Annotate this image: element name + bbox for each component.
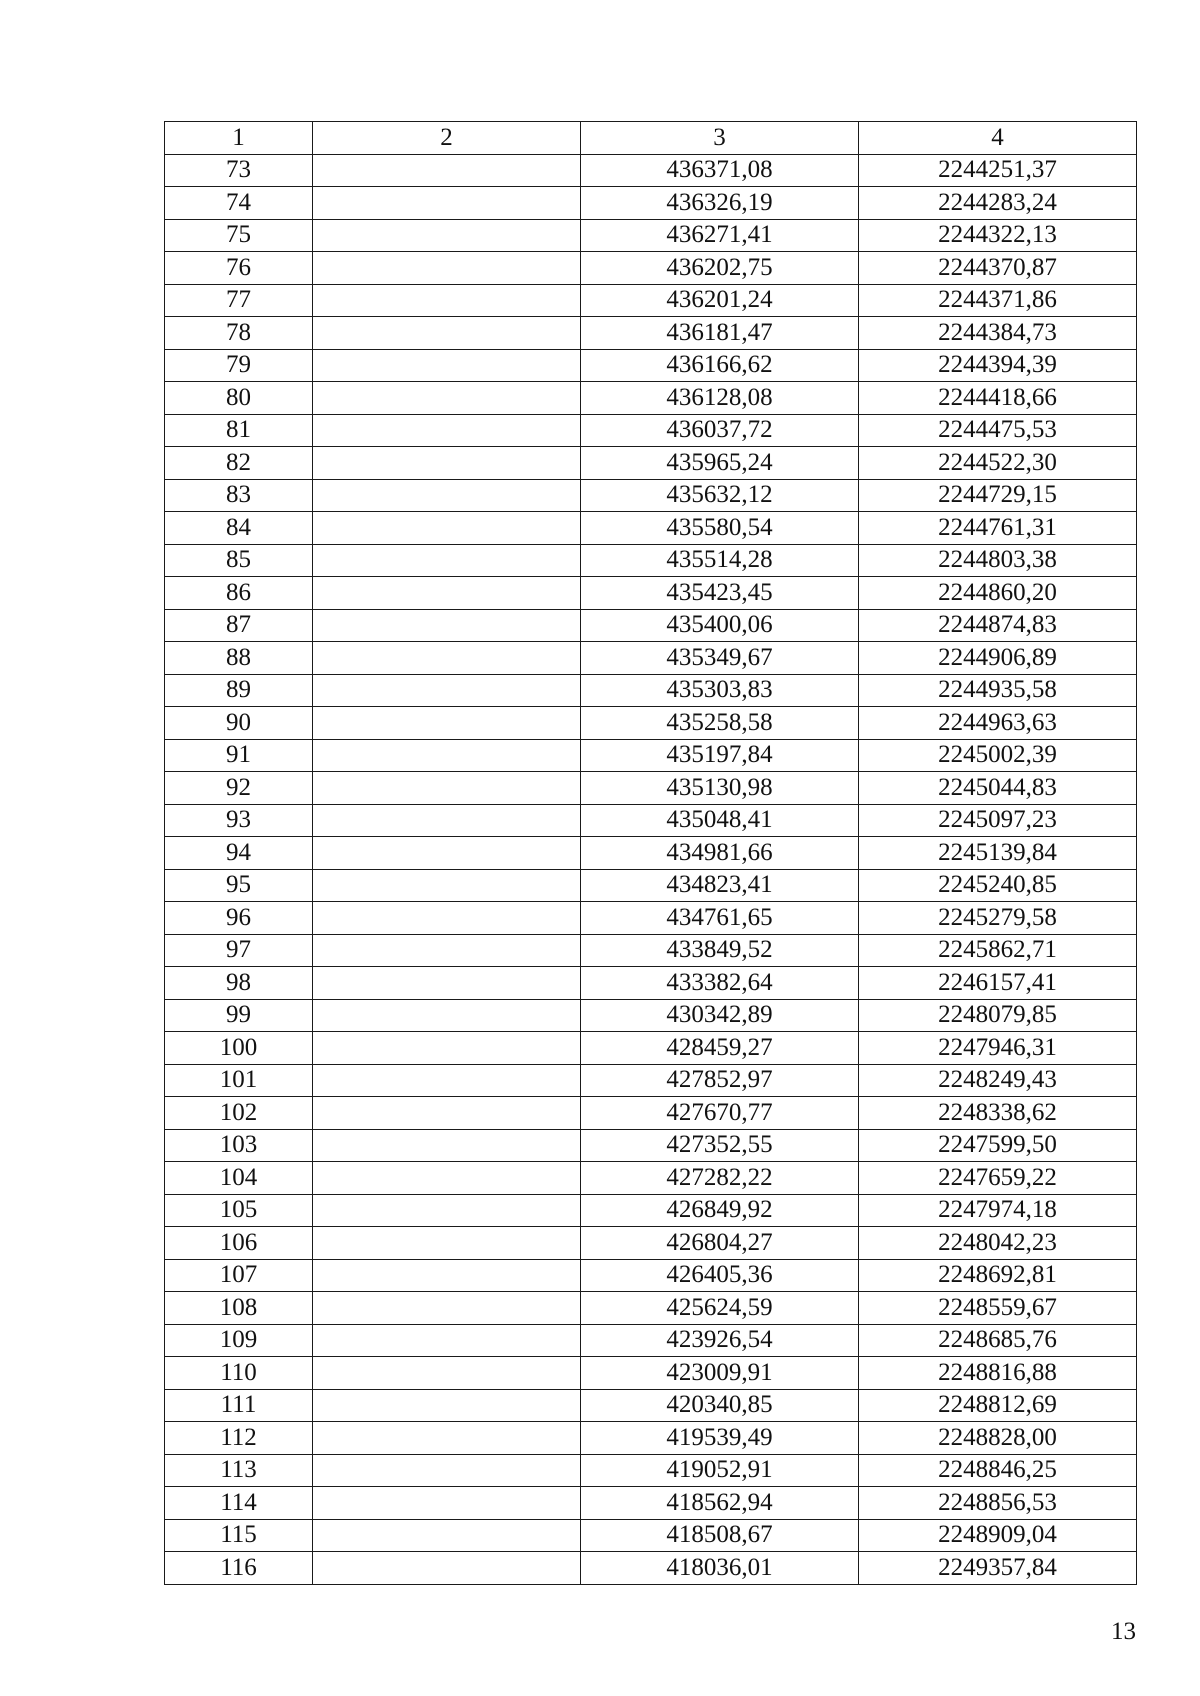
y-coordinate-cell: 2244371,86 bbox=[859, 284, 1137, 317]
y-coordinate-cell: 2248249,43 bbox=[859, 1064, 1137, 1097]
point-number-cell: 82 bbox=[165, 447, 313, 480]
table-row bbox=[165, 1422, 1137, 1455]
x-coordinate-cell: 419052,91 bbox=[581, 1454, 859, 1487]
name-cell bbox=[313, 1227, 581, 1260]
y-coordinate-cell: 2244370,87 bbox=[859, 252, 1137, 285]
point-number-cell: 96 bbox=[165, 902, 313, 935]
x-coordinate-cell: 436371,08 bbox=[581, 154, 859, 187]
y-coordinate-cell: 2244874,83 bbox=[859, 609, 1137, 642]
name-cell bbox=[313, 1129, 581, 1162]
y-coordinate-cell: 2244906,89 bbox=[859, 642, 1137, 675]
name-cell bbox=[313, 1487, 581, 1520]
y-coordinate-cell: 2244418,66 bbox=[859, 382, 1137, 415]
table-row bbox=[165, 577, 1137, 610]
name-cell bbox=[313, 1552, 581, 1585]
y-coordinate-cell: 2244475,53 bbox=[859, 414, 1137, 447]
name-cell bbox=[313, 1324, 581, 1357]
point-number-cell: 90 bbox=[165, 707, 313, 740]
point-number-cell: 76 bbox=[165, 252, 313, 285]
point-number-cell: 88 bbox=[165, 642, 313, 675]
y-coordinate-cell: 2247974,18 bbox=[859, 1194, 1137, 1227]
y-coordinate-cell: 2248685,76 bbox=[859, 1324, 1137, 1357]
x-coordinate-cell: 433382,64 bbox=[581, 967, 859, 1000]
name-cell bbox=[313, 1357, 581, 1390]
table-row bbox=[165, 869, 1137, 902]
name-cell bbox=[313, 382, 581, 415]
point-number-cell: 108 bbox=[165, 1292, 313, 1325]
point-number-cell: 86 bbox=[165, 577, 313, 610]
table-row bbox=[165, 1389, 1137, 1422]
point-number-cell: 99 bbox=[165, 999, 313, 1032]
name-cell bbox=[313, 284, 581, 317]
y-coordinate-cell: 2244251,37 bbox=[859, 154, 1137, 187]
point-number-cell: 102 bbox=[165, 1097, 313, 1130]
name-cell bbox=[313, 1194, 581, 1227]
table-row bbox=[165, 1324, 1137, 1357]
y-coordinate-cell: 2244935,58 bbox=[859, 674, 1137, 707]
table-row bbox=[165, 187, 1137, 220]
x-coordinate-cell: 423009,91 bbox=[581, 1357, 859, 1390]
name-cell bbox=[313, 967, 581, 1000]
table-row bbox=[165, 707, 1137, 740]
y-coordinate-cell: 2245240,85 bbox=[859, 869, 1137, 902]
x-coordinate-cell: 434981,66 bbox=[581, 837, 859, 870]
y-coordinate-cell: 2245002,39 bbox=[859, 739, 1137, 772]
y-coordinate-cell: 2245044,83 bbox=[859, 772, 1137, 805]
x-coordinate-cell: 436201,24 bbox=[581, 284, 859, 317]
point-number-cell: 104 bbox=[165, 1162, 313, 1195]
point-number-cell: 84 bbox=[165, 512, 313, 545]
table-row bbox=[165, 544, 1137, 577]
y-coordinate-cell: 2247659,22 bbox=[859, 1162, 1137, 1195]
table-row bbox=[165, 967, 1137, 1000]
page-number: 13 bbox=[1111, 1618, 1136, 1645]
name-cell bbox=[313, 1519, 581, 1552]
y-coordinate-cell: 2244322,13 bbox=[859, 219, 1137, 252]
y-coordinate-cell: 2249357,84 bbox=[859, 1552, 1137, 1585]
name-cell bbox=[313, 577, 581, 610]
name-cell bbox=[313, 642, 581, 675]
table-row bbox=[165, 512, 1137, 545]
table-row bbox=[165, 1194, 1137, 1227]
x-coordinate-cell: 435514,28 bbox=[581, 544, 859, 577]
table-row bbox=[165, 1162, 1137, 1195]
y-coordinate-cell: 2244860,20 bbox=[859, 577, 1137, 610]
table-row bbox=[165, 414, 1137, 447]
point-number-cell: 103 bbox=[165, 1129, 313, 1162]
point-number-cell: 115 bbox=[165, 1519, 313, 1552]
table-row bbox=[165, 349, 1137, 382]
y-coordinate-cell: 2245279,58 bbox=[859, 902, 1137, 935]
x-coordinate-cell: 423926,54 bbox=[581, 1324, 859, 1357]
y-coordinate-cell: 2245862,71 bbox=[859, 934, 1137, 967]
y-coordinate-cell: 2244384,73 bbox=[859, 317, 1137, 350]
x-coordinate-cell: 435965,24 bbox=[581, 447, 859, 480]
y-coordinate-cell: 2245139,84 bbox=[859, 837, 1137, 870]
table-row bbox=[165, 1357, 1137, 1390]
x-coordinate-cell: 419539,49 bbox=[581, 1422, 859, 1455]
name-cell bbox=[313, 837, 581, 870]
x-coordinate-cell: 435048,41 bbox=[581, 804, 859, 837]
x-coordinate-cell: 436128,08 bbox=[581, 382, 859, 415]
y-coordinate-cell: 2245097,23 bbox=[859, 804, 1137, 837]
x-coordinate-cell: 435580,54 bbox=[581, 512, 859, 545]
name-cell bbox=[313, 934, 581, 967]
name-cell bbox=[313, 317, 581, 350]
table-row bbox=[165, 1227, 1137, 1260]
y-coordinate-cell: 2244522,30 bbox=[859, 447, 1137, 480]
table-row bbox=[165, 772, 1137, 805]
point-number-cell: 107 bbox=[165, 1259, 313, 1292]
x-coordinate-cell: 435258,58 bbox=[581, 707, 859, 740]
point-number-cell: 101 bbox=[165, 1064, 313, 1097]
point-number-cell: 91 bbox=[165, 739, 313, 772]
point-number-cell: 113 bbox=[165, 1454, 313, 1487]
point-number-cell: 83 bbox=[165, 479, 313, 512]
y-coordinate-cell: 2248812,69 bbox=[859, 1389, 1137, 1422]
x-coordinate-cell: 433849,52 bbox=[581, 934, 859, 967]
table-row bbox=[165, 1292, 1137, 1325]
x-coordinate-cell: 436326,19 bbox=[581, 187, 859, 220]
y-coordinate-cell: 2244803,38 bbox=[859, 544, 1137, 577]
name-cell bbox=[313, 1064, 581, 1097]
table-row bbox=[165, 804, 1137, 837]
point-number-cell: 97 bbox=[165, 934, 313, 967]
y-coordinate-cell: 2247946,31 bbox=[859, 1032, 1137, 1065]
point-number-cell: 100 bbox=[165, 1032, 313, 1065]
x-coordinate-cell: 435349,67 bbox=[581, 642, 859, 675]
table-header bbox=[165, 122, 1137, 155]
point-number-cell: 94 bbox=[165, 837, 313, 870]
name-cell bbox=[313, 739, 581, 772]
name-cell bbox=[313, 447, 581, 480]
x-coordinate-cell: 425624,59 bbox=[581, 1292, 859, 1325]
name-cell bbox=[313, 1292, 581, 1325]
point-number-cell: 105 bbox=[165, 1194, 313, 1227]
point-number-cell: 114 bbox=[165, 1487, 313, 1520]
y-coordinate-cell: 2248856,53 bbox=[859, 1487, 1137, 1520]
point-number-cell: 109 bbox=[165, 1324, 313, 1357]
y-coordinate-cell: 2246157,41 bbox=[859, 967, 1137, 1000]
x-coordinate-cell: 435632,12 bbox=[581, 479, 859, 512]
name-cell bbox=[313, 1389, 581, 1422]
name-cell bbox=[313, 512, 581, 545]
name-cell bbox=[313, 349, 581, 382]
point-number-cell: 77 bbox=[165, 284, 313, 317]
y-coordinate-cell: 2248846,25 bbox=[859, 1454, 1137, 1487]
table-row bbox=[165, 674, 1137, 707]
point-number-cell: 89 bbox=[165, 674, 313, 707]
table-row bbox=[165, 642, 1137, 675]
name-cell bbox=[313, 999, 581, 1032]
header-col-2: 2 bbox=[313, 122, 581, 155]
point-number-cell: 95 bbox=[165, 869, 313, 902]
x-coordinate-cell: 436166,62 bbox=[581, 349, 859, 382]
point-number-cell: 98 bbox=[165, 967, 313, 1000]
table-row bbox=[165, 219, 1137, 252]
point-number-cell: 80 bbox=[165, 382, 313, 415]
x-coordinate-cell: 435400,06 bbox=[581, 609, 859, 642]
x-coordinate-cell: 436202,75 bbox=[581, 252, 859, 285]
name-cell bbox=[313, 219, 581, 252]
x-coordinate-cell: 435303,83 bbox=[581, 674, 859, 707]
x-coordinate-cell: 418562,94 bbox=[581, 1487, 859, 1520]
x-coordinate-cell: 428459,27 bbox=[581, 1032, 859, 1065]
table-row bbox=[165, 382, 1137, 415]
x-coordinate-cell: 434761,65 bbox=[581, 902, 859, 935]
table-row bbox=[165, 1259, 1137, 1292]
header-col-3: 3 bbox=[581, 122, 859, 155]
point-number-cell: 81 bbox=[165, 414, 313, 447]
y-coordinate-cell: 2248559,67 bbox=[859, 1292, 1137, 1325]
name-cell bbox=[313, 707, 581, 740]
point-number-cell: 87 bbox=[165, 609, 313, 642]
name-cell bbox=[313, 772, 581, 805]
name-cell bbox=[313, 1032, 581, 1065]
name-cell bbox=[313, 544, 581, 577]
name-cell bbox=[313, 1454, 581, 1487]
name-cell bbox=[313, 804, 581, 837]
name-cell bbox=[313, 609, 581, 642]
point-number-cell: 110 bbox=[165, 1357, 313, 1390]
y-coordinate-cell: 2244761,31 bbox=[859, 512, 1137, 545]
x-coordinate-cell: 427352,55 bbox=[581, 1129, 859, 1162]
y-coordinate-cell: 2248909,04 bbox=[859, 1519, 1137, 1552]
table-row bbox=[165, 479, 1137, 512]
table-row bbox=[165, 934, 1137, 967]
table-body bbox=[165, 154, 1137, 1584]
point-number-cell: 79 bbox=[165, 349, 313, 382]
y-coordinate-cell: 2247599,50 bbox=[859, 1129, 1137, 1162]
point-number-cell: 73 bbox=[165, 154, 313, 187]
table-row bbox=[165, 999, 1137, 1032]
y-coordinate-cell: 2248079,85 bbox=[859, 999, 1137, 1032]
point-number-cell: 93 bbox=[165, 804, 313, 837]
x-coordinate-cell: 427852,97 bbox=[581, 1064, 859, 1097]
name-cell bbox=[313, 414, 581, 447]
header-col-1: 1 bbox=[165, 122, 313, 155]
table-row bbox=[165, 1097, 1137, 1130]
x-coordinate-cell: 420340,85 bbox=[581, 1389, 859, 1422]
table-row bbox=[165, 1552, 1137, 1585]
x-coordinate-cell: 427670,77 bbox=[581, 1097, 859, 1130]
x-coordinate-cell: 435197,84 bbox=[581, 739, 859, 772]
table-row bbox=[165, 284, 1137, 317]
point-number-cell: 85 bbox=[165, 544, 313, 577]
table-row bbox=[165, 1519, 1137, 1552]
x-coordinate-cell: 418036,01 bbox=[581, 1552, 859, 1585]
point-number-cell: 92 bbox=[165, 772, 313, 805]
y-coordinate-cell: 2244283,24 bbox=[859, 187, 1137, 220]
x-coordinate-cell: 426849,92 bbox=[581, 1194, 859, 1227]
x-coordinate-cell: 430342,89 bbox=[581, 999, 859, 1032]
name-cell bbox=[313, 869, 581, 902]
y-coordinate-cell: 2244963,63 bbox=[859, 707, 1137, 740]
table-row bbox=[165, 609, 1137, 642]
table-row bbox=[165, 902, 1137, 935]
table-row bbox=[165, 1487, 1137, 1520]
name-cell bbox=[313, 1162, 581, 1195]
x-coordinate-cell: 435423,45 bbox=[581, 577, 859, 610]
point-number-cell: 75 bbox=[165, 219, 313, 252]
name-cell bbox=[313, 902, 581, 935]
name-cell bbox=[313, 1259, 581, 1292]
table-row bbox=[165, 837, 1137, 870]
table-row bbox=[165, 1129, 1137, 1162]
table-row bbox=[165, 252, 1137, 285]
name-cell bbox=[313, 674, 581, 707]
coordinates-table bbox=[164, 121, 1137, 1585]
name-cell bbox=[313, 187, 581, 220]
name-cell bbox=[313, 1097, 581, 1130]
x-coordinate-cell: 436181,47 bbox=[581, 317, 859, 350]
table-row bbox=[165, 1032, 1137, 1065]
point-number-cell: 78 bbox=[165, 317, 313, 350]
x-coordinate-cell: 427282,22 bbox=[581, 1162, 859, 1195]
x-coordinate-cell: 436037,72 bbox=[581, 414, 859, 447]
table-row bbox=[165, 1064, 1137, 1097]
point-number-cell: 112 bbox=[165, 1422, 313, 1455]
name-cell bbox=[313, 154, 581, 187]
y-coordinate-cell: 2248042,23 bbox=[859, 1227, 1137, 1260]
x-coordinate-cell: 434823,41 bbox=[581, 869, 859, 902]
x-coordinate-cell: 426405,36 bbox=[581, 1259, 859, 1292]
table-row bbox=[165, 1454, 1137, 1487]
table-row bbox=[165, 317, 1137, 350]
y-coordinate-cell: 2248828,00 bbox=[859, 1422, 1137, 1455]
point-number-cell: 116 bbox=[165, 1552, 313, 1585]
table-row bbox=[165, 447, 1137, 480]
x-coordinate-cell: 436271,41 bbox=[581, 219, 859, 252]
x-coordinate-cell: 426804,27 bbox=[581, 1227, 859, 1260]
name-cell bbox=[313, 252, 581, 285]
y-coordinate-cell: 2244394,39 bbox=[859, 349, 1137, 382]
table-row bbox=[165, 739, 1137, 772]
y-coordinate-cell: 2248338,62 bbox=[859, 1097, 1137, 1130]
point-number-cell: 106 bbox=[165, 1227, 313, 1260]
x-coordinate-cell: 435130,98 bbox=[581, 772, 859, 805]
table-row bbox=[165, 154, 1137, 187]
name-cell bbox=[313, 1422, 581, 1455]
name-cell bbox=[313, 479, 581, 512]
x-coordinate-cell: 418508,67 bbox=[581, 1519, 859, 1552]
y-coordinate-cell: 2248692,81 bbox=[859, 1259, 1137, 1292]
point-number-cell: 111 bbox=[165, 1389, 313, 1422]
header-row bbox=[165, 122, 1137, 155]
header-col-4: 4 bbox=[859, 122, 1137, 155]
point-number-cell: 74 bbox=[165, 187, 313, 220]
y-coordinate-cell: 2248816,88 bbox=[859, 1357, 1137, 1390]
y-coordinate-cell: 2244729,15 bbox=[859, 479, 1137, 512]
